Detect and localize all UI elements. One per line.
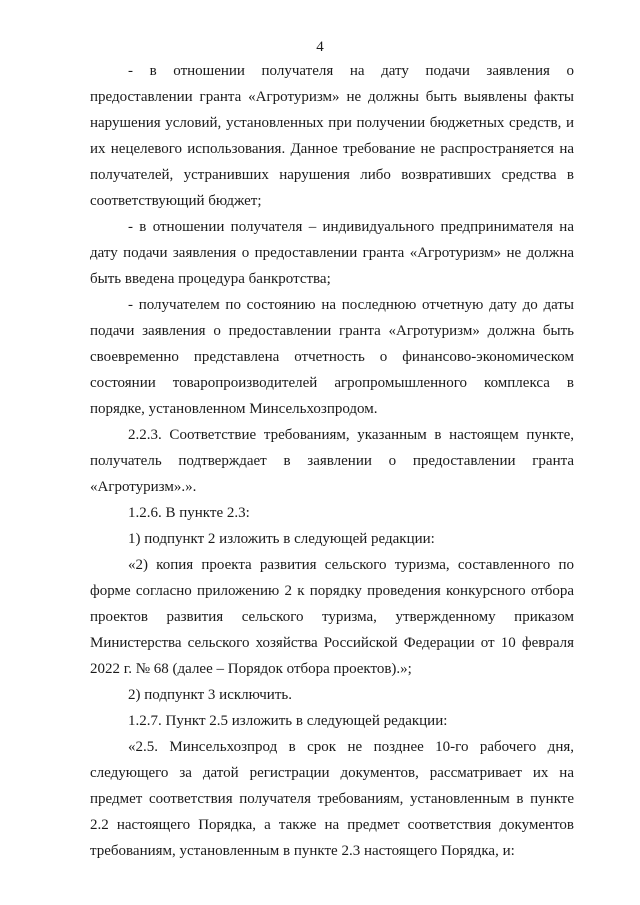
paragraph-1-2-6: 1.2.6. В пункте 2.3: xyxy=(128,505,250,521)
page-number: 4 xyxy=(316,39,324,55)
paragraph-subitem-3-remove: 2) подпункт 3 исключить. xyxy=(128,687,292,703)
document-body xyxy=(90,58,574,864)
paragraph-2-2-3: 2.2.3. Соответствие требованиям, указанным в настоящем пункте, получатель подтверждает в заявлении о предоставлении гранта «Агротуризм».». xyxy=(90,427,574,495)
paragraph-project-copy: «2) копия проекта развития сельского туризма, составленного по форме согласно приложению 2 к порядку проведения конкурсного отбора проектов развития сельского туризма, утвержденному приказом Министерства сельского хозяйства Российской Федерации от 10 февраля 2022 г. № 68 (далее – Порядок отбора проектов).»; xyxy=(90,557,574,677)
paragraph-2-5: «2.5. Минсельхозпрод в срок не позднее 10-го рабочего дня, следующего за датой регистрации документов, рассматривает их на предмет соответствия получателя требованиям, установленным в пункте 2.2 настоящего Порядка, а также на предмет соответствия документов требованиям, установленным в пункте 2.3 настоящего Порядка, и: xyxy=(90,739,574,859)
paragraph-subitem-2-edit: 1) подпункт 2 изложить в следующей редакции: xyxy=(128,531,435,547)
paragraph-reporting-submitted: - получателем по состоянию на последнюю отчетную дату до даты подачи заявления о предоставлении гранта «Агротуризм» должна быть своевременно представлена отчетность о финансово-экономическом состоянии товаропроизводителей агропромышленного комплекса в порядке, установленном Минсельхозпродом. xyxy=(90,297,574,417)
paragraph-1-2-7: 1.2.7. Пункт 2.5 изложить в следующей редакции: xyxy=(128,713,448,729)
paragraph-no-budget-violations: - в отношении получателя на дату подачи заявления о предоставлении гранта «Агротуризм» не должны быть выявлены факты нарушения условий, установленных при получении бюджетных средств, и их нецелевого использования. Данное требование не распространяется на получателей, устранивших нарушения либо возвративших средства в соответствующий бюджет; xyxy=(90,63,574,209)
paragraph-no-bankruptcy: - в отношении получателя – индивидуального предпринимателя на дату подачи заявления о предоставлении гранта «Агротуризм» не должна быть введена процедура банкротства; xyxy=(90,219,574,287)
